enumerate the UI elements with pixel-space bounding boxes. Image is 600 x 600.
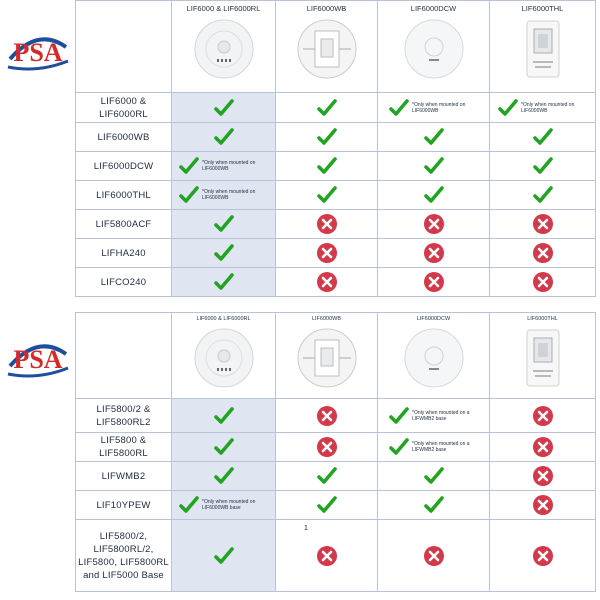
compat-cell <box>276 181 378 210</box>
column-header <box>276 313 378 399</box>
column-header <box>378 313 490 399</box>
row-label: LIF10YPEW <box>76 491 172 520</box>
check-icon <box>424 157 444 175</box>
compat-cell <box>172 181 276 210</box>
cell-content <box>172 467 275 485</box>
cross-icon <box>532 405 554 427</box>
cell-note: *Only when mounted on a LIFWMB2 base <box>412 441 470 453</box>
check-icon <box>214 99 234 117</box>
check-icon <box>317 99 337 117</box>
product-image <box>295 326 359 390</box>
svg-text:PSA: PSA <box>13 345 63 374</box>
column-header <box>490 313 596 399</box>
cell-content <box>276 405 377 427</box>
table-row <box>76 491 596 520</box>
cross-icon <box>532 545 554 567</box>
cell-content <box>490 494 595 516</box>
table-row <box>76 152 596 181</box>
compat-cell <box>276 520 378 592</box>
cell-content <box>378 407 489 425</box>
cell-content <box>276 467 377 485</box>
check-icon <box>179 496 199 514</box>
cross-icon <box>423 242 445 264</box>
compat-cell <box>490 123 596 152</box>
compat-cell <box>276 491 378 520</box>
row-label: LIF6000DCW <box>76 152 172 181</box>
cross-icon <box>532 436 554 458</box>
compat-cell <box>172 210 276 239</box>
compat-cell <box>172 123 276 152</box>
product-image <box>192 326 256 390</box>
cell-content <box>172 215 275 233</box>
logo-cell <box>76 1 172 93</box>
logo-cell <box>76 313 172 399</box>
check-icon <box>389 438 409 456</box>
compat-cell <box>378 210 490 239</box>
cell-content <box>172 407 275 425</box>
cell-content <box>276 99 377 117</box>
cell-note: *Only when mounted on LIF6000WB <box>521 101 575 114</box>
cell-content <box>276 545 377 567</box>
column-header <box>378 1 490 93</box>
cell-note: *Only when mounted on a LIFWMB2 base <box>412 409 470 422</box>
compat-cell <box>490 520 596 592</box>
compat-cell <box>378 93 490 123</box>
svg-text:PSA: PSA <box>13 38 63 67</box>
check-icon <box>424 186 444 204</box>
compat-cell <box>378 152 490 181</box>
check-icon <box>317 467 337 485</box>
cell-content <box>172 244 275 262</box>
compat-cell <box>172 239 276 268</box>
check-icon <box>214 273 234 291</box>
row-label: LIF6000WB <box>76 123 172 152</box>
cell-content <box>378 99 489 117</box>
check-icon <box>214 215 234 233</box>
compat-cell <box>276 152 378 181</box>
column-header-label: LIF6000THL <box>527 316 558 322</box>
row-label: LIFWMB2 <box>76 462 172 491</box>
cell-content <box>172 186 275 204</box>
check-icon <box>214 128 234 146</box>
compat-cell <box>490 152 596 181</box>
cross-icon <box>316 242 338 264</box>
compat-cell <box>172 520 276 592</box>
cell-content <box>172 128 275 146</box>
cross-icon <box>532 271 554 293</box>
cross-icon <box>423 271 445 293</box>
compat-cell <box>172 399 276 433</box>
compatibility-table-1 <box>75 0 596 297</box>
compat-cell <box>172 433 276 462</box>
cell-content <box>276 496 377 514</box>
product-image <box>295 17 359 81</box>
check-icon <box>317 496 337 514</box>
compat-cell <box>276 239 378 268</box>
column-header <box>172 313 276 399</box>
cross-icon <box>532 465 554 487</box>
column-header-label: LIF6000THL <box>521 4 564 13</box>
cell-content <box>378 496 489 514</box>
compat-cell <box>490 399 596 433</box>
table-row <box>76 93 596 123</box>
cell-content <box>378 467 489 485</box>
cell-content <box>378 128 489 146</box>
cell-content <box>490 186 595 204</box>
column-header-label: LIF6000 & LIF6000RL <box>186 4 261 13</box>
table-row <box>76 520 596 592</box>
header-row <box>76 1 596 93</box>
check-icon <box>533 186 553 204</box>
cell-content <box>172 438 275 456</box>
check-icon <box>424 467 444 485</box>
compat-cell <box>490 239 596 268</box>
cell-content <box>490 128 595 146</box>
compat-cell <box>276 268 378 297</box>
row-label: LIFHA240 <box>76 239 172 268</box>
column-header <box>490 1 596 93</box>
check-icon <box>533 128 553 146</box>
cell-content <box>172 99 275 117</box>
column-header-label: LIF6000DCW <box>416 316 451 322</box>
psa-logo <box>2 324 74 382</box>
column-header-label: LIF6000DCW <box>410 4 457 13</box>
compat-cell <box>378 239 490 268</box>
cell-note: *Only when mounted on LIF6000WB base <box>202 499 256 511</box>
compat-cell <box>276 123 378 152</box>
column-header <box>172 1 276 93</box>
compat-cell <box>378 399 490 433</box>
footnote-marker: 1 <box>304 525 308 532</box>
cross-icon <box>423 213 445 235</box>
compat-cell <box>490 491 596 520</box>
compat-cell <box>490 268 596 297</box>
cross-icon <box>316 436 338 458</box>
cell-content <box>378 242 489 264</box>
cell-note: *Only when mounted on LIF6000WB <box>412 101 466 114</box>
column-header-label: LIF6000WB <box>306 4 347 13</box>
compat-cell <box>276 93 378 123</box>
compat-cell <box>172 462 276 491</box>
cell-content <box>378 213 489 235</box>
table-row <box>76 181 596 210</box>
check-icon <box>498 99 518 117</box>
compat-cell <box>378 462 490 491</box>
product-image <box>402 326 466 390</box>
cell-content <box>378 438 489 456</box>
check-icon <box>214 438 234 456</box>
cell-content <box>172 157 275 175</box>
compat-cell <box>490 181 596 210</box>
cell-content <box>490 545 595 567</box>
cross-icon <box>532 242 554 264</box>
compat-cell <box>276 399 378 433</box>
check-icon <box>214 547 234 565</box>
cross-icon <box>316 545 338 567</box>
compat-cell <box>172 491 276 520</box>
column-header-label: LIF6000 & LIF6000RL <box>196 316 251 322</box>
cell-content <box>172 547 275 565</box>
table-row <box>76 433 596 462</box>
cross-icon <box>316 271 338 293</box>
compat-cell <box>378 491 490 520</box>
product-image <box>511 326 575 390</box>
product-image <box>402 17 466 81</box>
table-row <box>76 210 596 239</box>
cell-content <box>490 242 595 264</box>
cross-icon <box>316 213 338 235</box>
check-icon <box>317 186 337 204</box>
cell-content <box>276 186 377 204</box>
row-label: LIF6000THL <box>76 181 172 210</box>
check-icon <box>317 157 337 175</box>
row-label: LIF5800ACF <box>76 210 172 239</box>
check-icon <box>389 407 409 425</box>
table-row <box>76 399 596 433</box>
row-label: LIF6000 & LIF6000RL <box>76 93 172 123</box>
row-label: LIF5800/2 & LIF5800RL2 <box>76 399 172 433</box>
cell-content <box>490 213 595 235</box>
compat-cell <box>490 433 596 462</box>
cell-content <box>276 213 377 235</box>
table-row <box>76 239 596 268</box>
cell-content <box>490 405 595 427</box>
cell-content <box>172 273 275 291</box>
product-image <box>192 17 256 81</box>
header-row <box>76 313 596 399</box>
check-icon <box>424 128 444 146</box>
check-icon <box>179 186 199 204</box>
check-icon <box>214 244 234 262</box>
compat-cell <box>172 268 276 297</box>
cell-content <box>276 271 377 293</box>
cell-content <box>276 436 377 458</box>
table-row <box>76 462 596 491</box>
cell-content <box>378 545 489 567</box>
compat-cell <box>490 462 596 491</box>
compat-cell <box>172 152 276 181</box>
cell-content <box>490 99 595 117</box>
compat-cell <box>276 210 378 239</box>
cross-icon <box>532 494 554 516</box>
check-icon <box>179 157 199 175</box>
cell-content <box>276 157 377 175</box>
cell-content <box>490 465 595 487</box>
cross-icon <box>316 405 338 427</box>
row-label: LIFCO240 <box>76 268 172 297</box>
compat-cell <box>378 433 490 462</box>
compat-cell <box>276 433 378 462</box>
cell-note: *Only when mounted on LIF6000WB <box>202 189 256 201</box>
cell-content <box>378 157 489 175</box>
cell-content <box>276 242 377 264</box>
check-icon <box>214 467 234 485</box>
column-header <box>276 1 378 93</box>
compat-cell <box>378 520 490 592</box>
compat-cell <box>378 268 490 297</box>
check-icon <box>214 407 234 425</box>
check-icon <box>389 99 409 117</box>
cell-content <box>378 271 489 293</box>
cell-content <box>172 496 275 514</box>
psa-logo <box>2 17 74 75</box>
compat-cell <box>378 181 490 210</box>
table-row <box>76 268 596 297</box>
cell-note: *Only when mounted on LIF6000WB <box>202 160 256 172</box>
compat-cell <box>172 93 276 123</box>
compat-cell <box>378 123 490 152</box>
check-icon <box>317 128 337 146</box>
row-label: LIF5800/2, LIF5800RL/2, LIF5800, LIF5800RL and LIF5000 Base <box>76 520 172 592</box>
table-row <box>76 123 596 152</box>
cell-content <box>490 271 595 293</box>
product-image <box>511 17 575 81</box>
compat-cell <box>490 210 596 239</box>
check-icon <box>533 157 553 175</box>
cell-content <box>490 436 595 458</box>
cell-content <box>378 186 489 204</box>
cross-icon <box>532 213 554 235</box>
compat-cell <box>276 462 378 491</box>
column-header-label: LIF6000WB <box>311 316 342 322</box>
cross-icon <box>423 545 445 567</box>
cell-content <box>490 157 595 175</box>
cell-content <box>276 128 377 146</box>
compat-cell <box>490 93 596 123</box>
check-icon <box>424 496 444 514</box>
row-label: LIF5800 & LIF5800RL <box>76 433 172 462</box>
compatibility-table-2 <box>75 312 596 592</box>
